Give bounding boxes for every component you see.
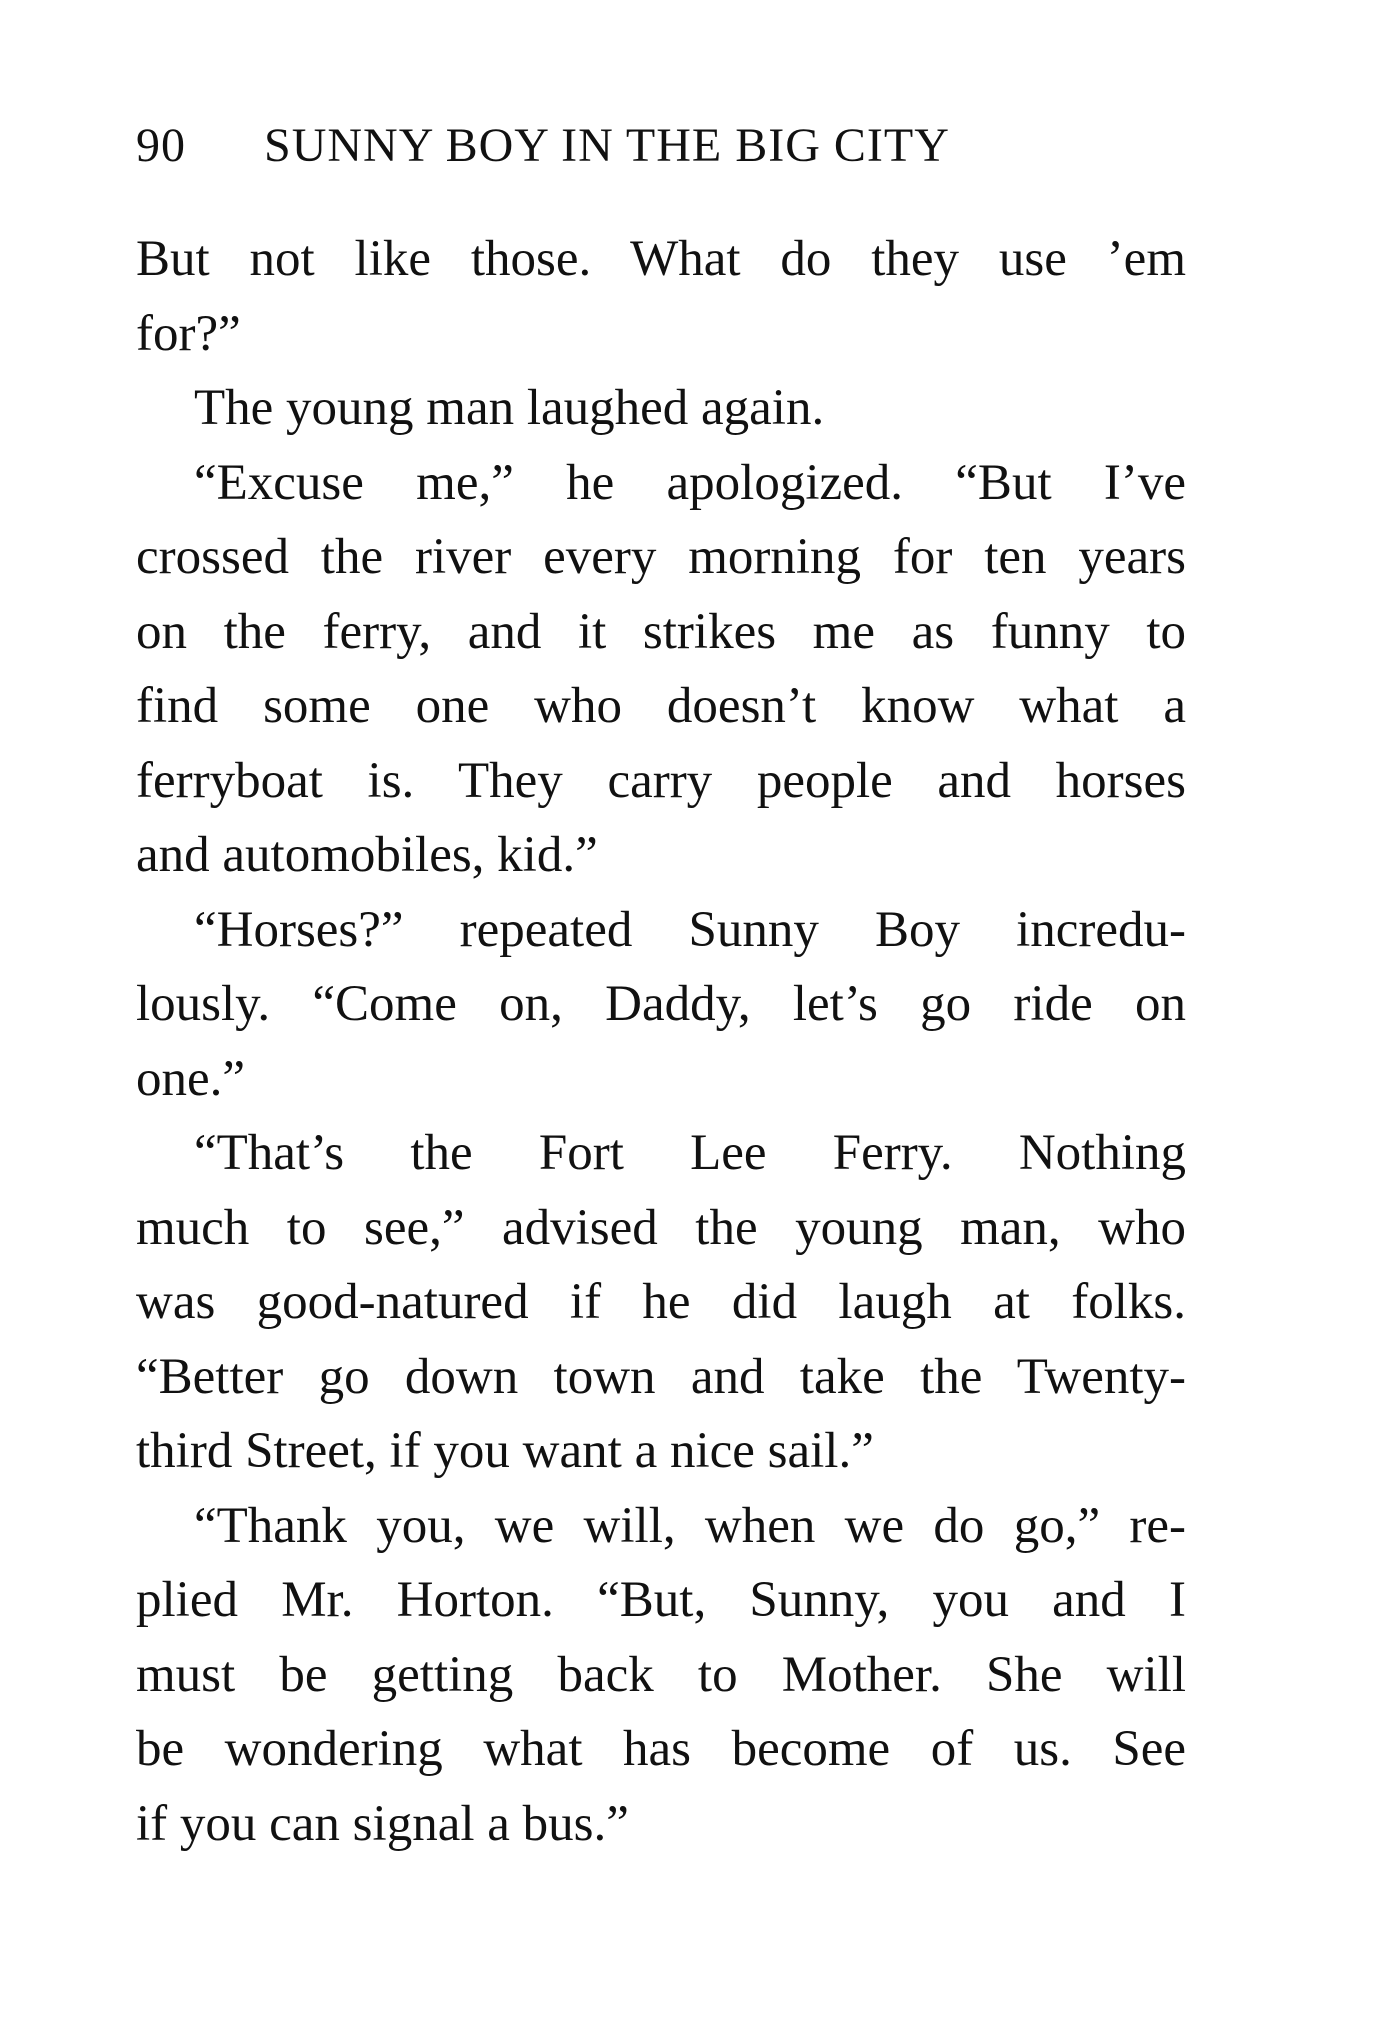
text-line: was good-natured if he did laugh at folks. [136, 1274, 1186, 1330]
text-line: crossed the river every morning for ten years [136, 529, 1186, 585]
text-line: ferryboat is. They carry people and horses [136, 752, 1186, 809]
text-line: lously. “Come on, Daddy, let’s go ride on [136, 976, 1186, 1032]
text-line: much to see,” advised the young man, who [136, 1199, 1186, 1256]
text-line: “That’s the Fort Lee Ferry. Nothing [194, 1125, 1186, 1181]
text-line: find some one who doesn’t know what a [136, 678, 1186, 734]
text-line: on the ferry, and it strikes me as funny to [136, 603, 1186, 660]
body-text [136, 222, 1186, 1861]
text-line: “Horses?” repeated Sunny Boy incredu- [194, 901, 1186, 958]
running-head [136, 110, 1206, 182]
text-line: be wondering what has become of us. See [136, 1721, 1186, 1777]
text-line: But not like those. What do they use ’em [136, 231, 1186, 287]
text-line: for?” [136, 305, 241, 362]
text-line: “Thank you, we will, when we do go,” re- [194, 1497, 1186, 1554]
text-line: “Better go down town and take the Twenty- [136, 1348, 1186, 1405]
text-line: third Street, if you want a nice sail.” [136, 1423, 874, 1479]
text-line: plied Mr. Horton. “But, Sunny, you and I [136, 1572, 1186, 1628]
text-line: one.” [136, 1050, 246, 1107]
page-number: 90 [136, 119, 186, 172]
text-line: and automobiles, kid.” [136, 827, 598, 883]
book-title: SUNNY BOY IN THE BIG CITY [264, 119, 950, 172]
text-line: The young man laughed again. [194, 380, 825, 436]
text-line: “Excuse me,” he apologized. “But I’ve [194, 454, 1186, 511]
text-line: if you can signal a bus.” [136, 1795, 629, 1852]
text-line: must be getting back to Mother. She will [136, 1646, 1186, 1703]
